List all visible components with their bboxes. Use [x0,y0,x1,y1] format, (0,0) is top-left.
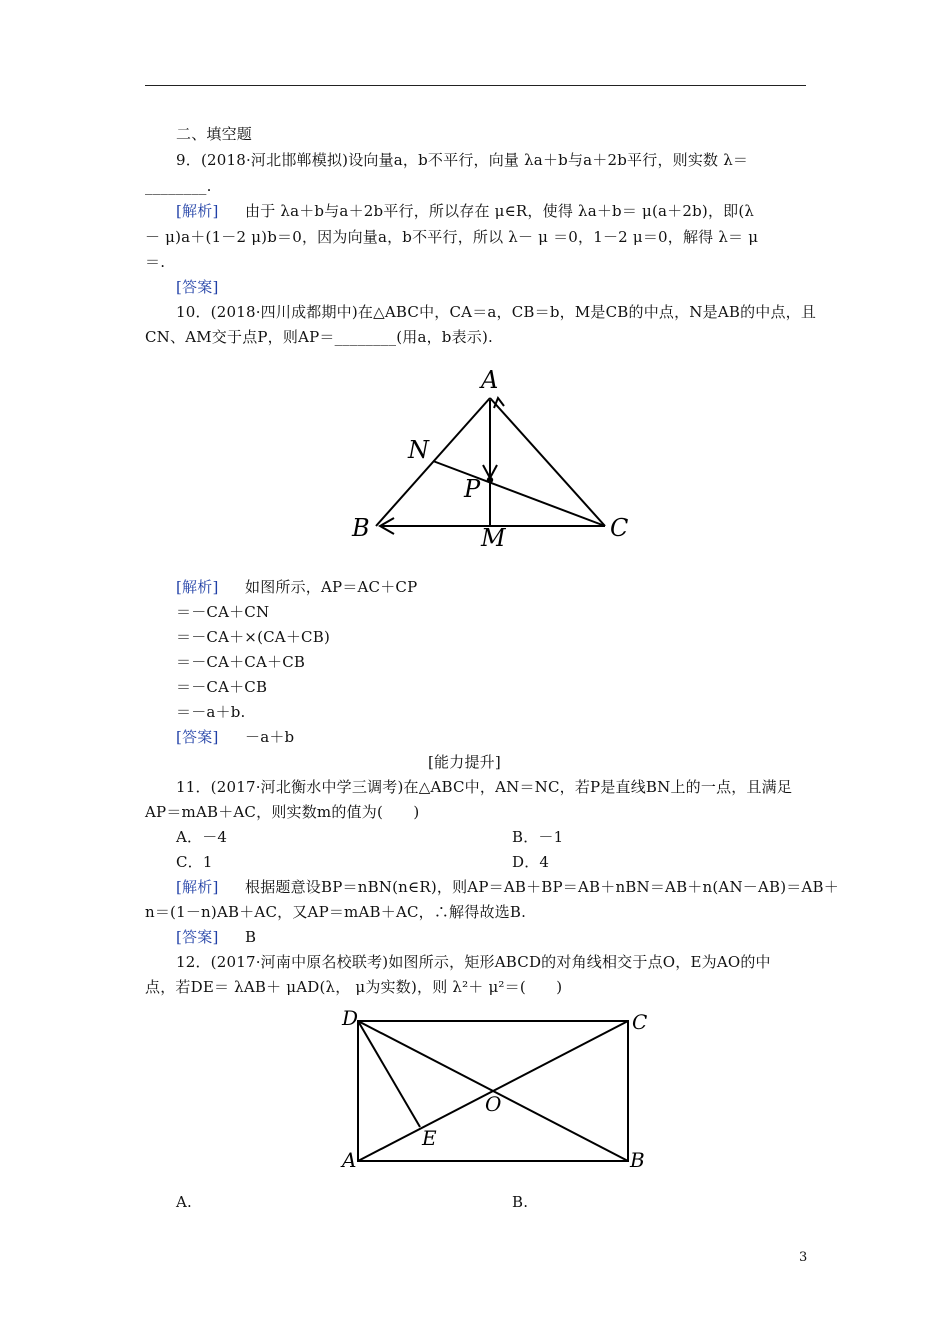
q11-analysis-line2: n＝(1－n)AB＋AC，又AP＝mAB＋AC，∴解得故选B. [145,903,527,921]
q9-answer-tag: [答案] [176,278,219,296]
q10-analysis-line5: ＝－CA＋CB [176,678,268,696]
q10-analysis-line3: ＝－CA＋×(CA＋CB) [176,628,330,646]
q11-option-a: A．－4 [176,828,228,846]
label-a2: A [342,1148,357,1172]
q10-analysis-line1: 如图所示，AP＝AC＋CP [245,578,418,596]
q11-line1: 11．(2017·河北衡水中学三调考)在△ABC中，AN＝NC，若P是直线BN上的一点，且满足 [176,778,793,796]
q10-analysis-line6: ＝－a＋b. [176,703,246,721]
label-p: P [464,475,481,503]
median-cn [433,461,605,526]
q11-option-b: B．－1 [512,828,564,846]
q10-line2: CN、AM交于点P，则AP＝________(用a，b表示). [145,328,494,346]
q11-option-d: D．4 [512,853,550,871]
label-o: O [485,1092,502,1116]
side-ac [490,398,605,526]
q9-analysis-line3: ＝. [145,253,166,271]
q9-analysis-tag: [解析] [176,202,219,220]
section2-heading: [能力提升] [428,753,501,771]
label-n: N [408,436,429,464]
q12-line1: 12．(2017·河南中原名校联考)如图所示，矩形ABCD的对角线相交于点O，E为AO的中 [176,953,771,971]
label-c2: C [632,1010,648,1034]
label-b2: B [630,1148,645,1172]
rectangle-figure [330,1005,660,1185]
q11-answer-text: B [245,928,257,946]
page-number: 3 [799,1250,808,1265]
q11-analysis-tag: [解析] [176,878,219,896]
q11-answer-tag: [答案] [176,928,219,946]
label-d: D [342,1006,359,1030]
q10-line1: 10．(2018·四川成都期中)在△ABC中，CA＝a，CB＝b，M是CB的中点，N是AB的中点，且 [176,303,817,321]
q10-analysis-line2: ＝－CA＋CN [176,603,270,621]
q9-line1: 9．(2018·河北邯郸模拟)设向量a，b不平行，向量 λa＋b与a＋2b平行，则实数 λ＝ [176,151,749,169]
q12-option-a: A. [176,1193,193,1211]
label-e: E [422,1126,437,1150]
label-c: C [610,514,629,542]
q10-analysis-line4: ＝－CA＋CA＋CB [176,653,306,671]
q11-analysis-line1: 根据题意设BP＝nBN(n∈R)，则AP＝AB＋BP＝AB＋nBN＝AB＋n(AN－AB)＝AB＋ [245,878,839,896]
header-rule [145,85,806,86]
arrow-a [494,398,504,408]
point-p [487,477,493,483]
q12-line2: 点，若DE＝ λAB＋ μAD(λ， μ为实数)，则 λ²＋ μ²＝( ) [145,978,563,996]
q9-analysis-line2: － μ)a＋(1－2 μ)b＝0，因为向量a，b不平行，所以 λ－ μ ＝0，1－2 μ＝0，解得 λ＝ μ [145,228,759,246]
q11-line2: AP＝mAB＋AC，则实数m的值为( ) [145,803,420,821]
q9-analysis-line1: 由于 λa＋b与a＋2b平行，所以存在 μ∈R，使得 λa＋b＝ μ(a＋2b)，即(λ [245,202,755,220]
label-m: M [481,524,506,552]
q10-analysis-tag: [解析] [176,578,219,596]
section-heading: 二、填空题 [176,125,253,143]
label-b: B [352,514,370,542]
q10-answer-tag: [答案] [176,728,219,746]
q12-option-b: B. [512,1193,529,1211]
q11-option-c: C．1 [176,853,213,871]
q10-answer-text: －a＋b [245,728,295,746]
q9-line2: ________. [145,177,212,195]
label-a: A [481,366,499,394]
triangle-figure [340,360,640,560]
